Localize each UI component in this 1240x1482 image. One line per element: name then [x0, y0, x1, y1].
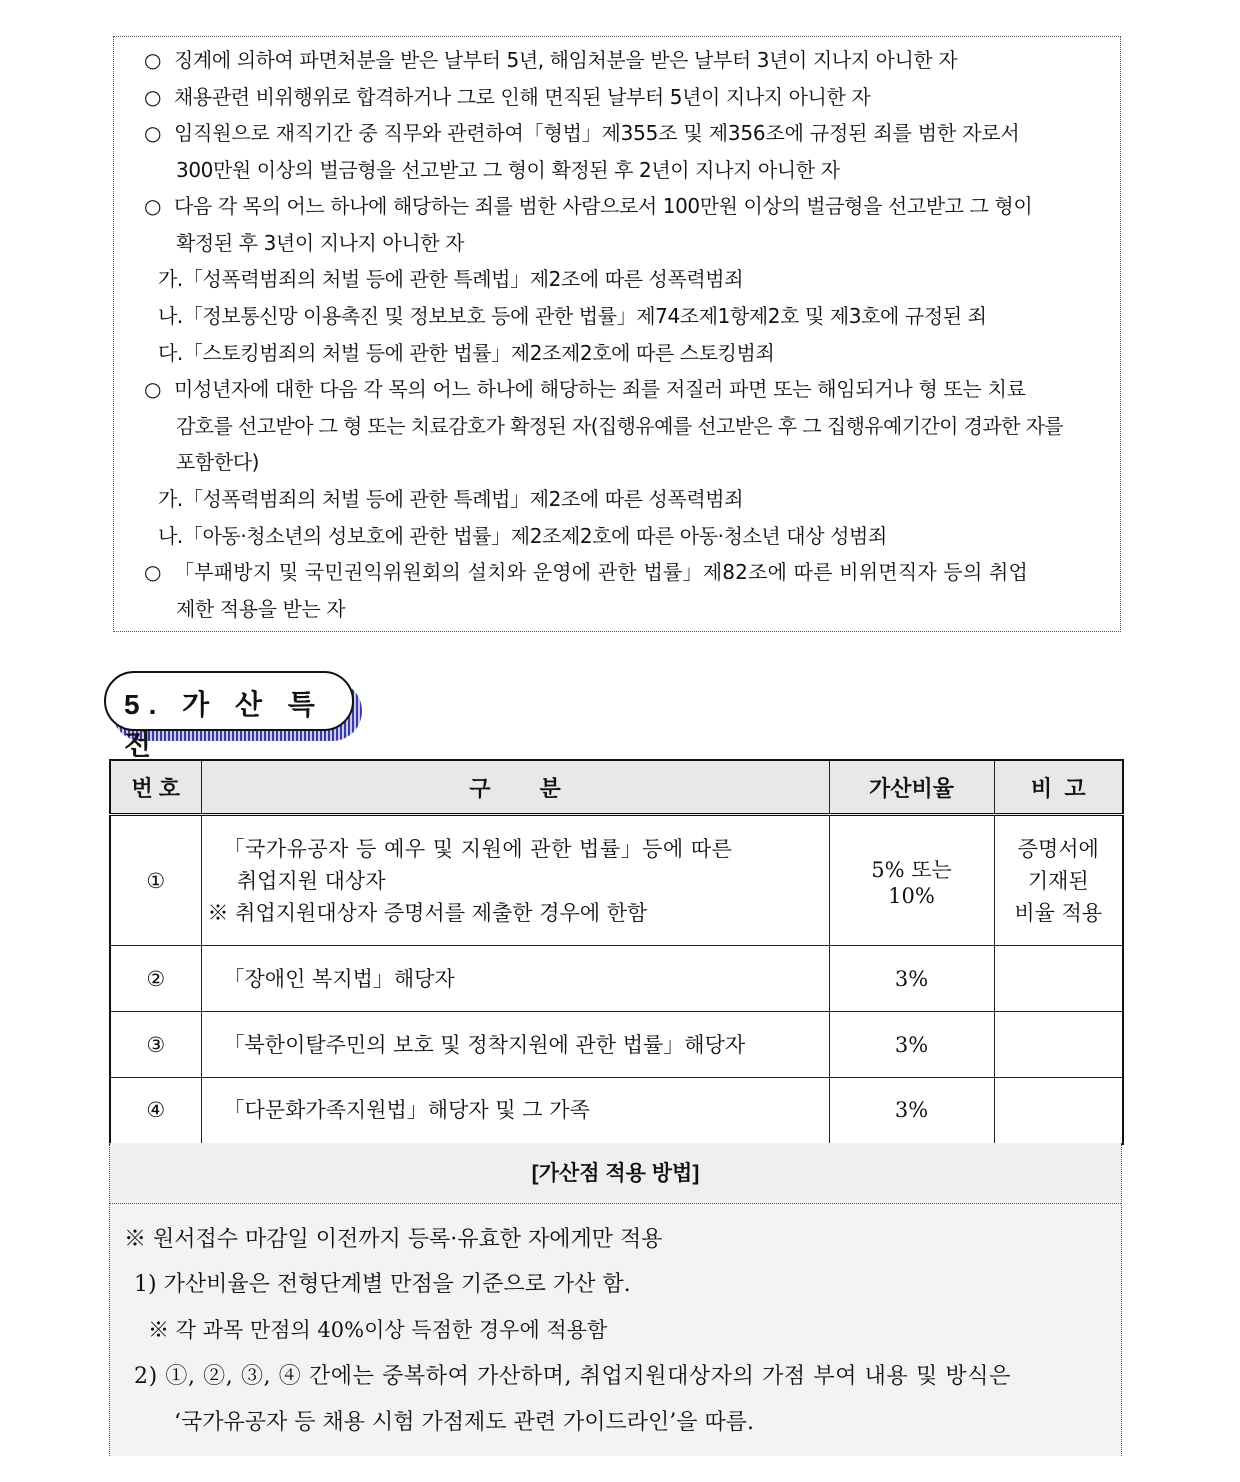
- row-category: 「장애인 복지법」해당자: [201, 946, 829, 1012]
- category-note-line: ※ 취업지원대상자 증명서를 제출한 경우에 한함: [207, 900, 648, 925]
- row-note: [994, 1012, 1123, 1078]
- bullet-circle: ○: [144, 121, 162, 145]
- sub-item: 나.「정보통신망 이용촉진 및 정보보호 등에 관한 법률」제74조제1항제2호 및 제3호에 규정된 죄: [158, 304, 987, 328]
- row-category: [201, 815, 829, 946]
- table-header-row: [110, 760, 1123, 815]
- header-ratio: 가산비율: [829, 760, 994, 815]
- note-line: 증명서에: [1017, 836, 1099, 861]
- method-line: 1) 가산비율은 전형단계별 만점을 기준으로 가산 함.: [134, 1272, 631, 1297]
- note-line: 기재된: [1027, 868, 1089, 893]
- bullet-circle: ○: [144, 194, 162, 218]
- method-line: ※ 각 과목 만점의 40%이상 득점한 경우에 적용함: [148, 1318, 608, 1342]
- list-item-continuation: 감호를 선고받아 그 형 또는 치료감호가 확정된 자(집행유예를 선고받은 후 그 집행유예기간이 경과한 자를: [176, 414, 1064, 438]
- list-item-continuation: 300만원 이상의 벌금형을 선고받고 그 형이 확정된 후 2년이 지나지 아니한 자: [176, 158, 840, 182]
- note-line: 비율 적용: [1014, 900, 1103, 925]
- list-item: 임직원으로 재직기간 중 직무와 관련하여「형법」제355조 및 제356조에 규정된 죄를 범한 자로서: [174, 121, 1020, 145]
- table-row: [110, 946, 1123, 1012]
- row-number: ①: [110, 815, 201, 946]
- bonus-table: [109, 759, 1124, 1145]
- bullet-circle: ○: [144, 377, 162, 401]
- method-line: 2) ①, ②, ③, ④ 간에는 중복하여 가산하며, 취업지원대상자의 가점 부여 내용 및 방식은: [134, 1364, 1011, 1389]
- row-category: 「다문화가족지원법」해당자 및 그 가족: [201, 1078, 829, 1144]
- list-item-continuation: 제한 적용을 받는 자: [176, 597, 346, 621]
- row-category: 「북한이탈주민의 보호 및 정착지원에 관한 법률」해당자: [201, 1012, 829, 1078]
- method-line: ※ 원서접수 마감일 이전까지 등록·유효한 자에게만 적용: [124, 1227, 663, 1252]
- section-heading: [104, 671, 360, 760]
- bullet-circle: ○: [144, 48, 162, 72]
- row-number: ②: [110, 946, 201, 1012]
- list-item-continuation: 포함한다): [176, 450, 260, 474]
- ratio-line: 10%: [888, 883, 935, 908]
- row-number: ③: [110, 1012, 201, 1078]
- row-ratio: 3%: [829, 1078, 994, 1144]
- table-row: [110, 1078, 1123, 1144]
- row-note: [994, 815, 1123, 946]
- sub-item: 가.「성폭력범죄의 처벌 등에 관한 특례법」제2조에 따른 성폭력범죄: [158, 267, 744, 291]
- method-body: [110, 1204, 1121, 1456]
- disqualification-box: [113, 36, 1121, 632]
- header-num: 번 호: [110, 760, 201, 815]
- row-ratio: 3%: [829, 946, 994, 1012]
- header-note: 비 고: [994, 760, 1123, 815]
- list-item: 채용관련 비위행위로 합격하거나 그로 인해 면직된 날부터 5년이 지나지 아니한 자: [174, 85, 871, 109]
- sub-item: 나.「아동·청소년의 성보호에 관한 법률」제2조제2호에 따른 아동·청소년 대상 성범죄: [158, 524, 887, 548]
- table-row: [110, 815, 1123, 946]
- ratio-line: 5% 또는: [871, 857, 952, 882]
- bullet-circle: ○: [144, 560, 162, 584]
- header-category: 구 분: [201, 760, 829, 815]
- table-row: [110, 1012, 1123, 1078]
- category-line: 「국가유공자 등 예우 및 지원에 관한 법률」등에 따른: [223, 836, 733, 861]
- category-line: 취업지원 대상자: [223, 868, 386, 893]
- row-ratio: [829, 815, 994, 946]
- sub-item: 다.「스토킹범죄의 처벌 등에 관한 법률」제2조제2호에 따른 스토킹범죄: [158, 341, 775, 365]
- list-item: 「부패방지 및 국민권익위원회의 설치와 운영에 관한 법률」제82조에 따른 비위면직자 등의 취업: [174, 560, 1029, 584]
- list-item: 미성년자에 대한 다음 각 목의 어느 하나에 해당하는 죄를 저질러 파면 또는 해임되거나 형 또는 치료: [174, 377, 1026, 401]
- method-title: [가산점 적용 방법]: [110, 1143, 1121, 1204]
- sub-item: 가.「성폭력범죄의 처벌 등에 관한 특례법」제2조에 따른 성폭력범죄: [158, 487, 744, 511]
- method-line: ‘국가유공자 등 채용 시험 가점제도 관련 가이드라인’을 따름.: [174, 1410, 754, 1435]
- row-note: [994, 946, 1123, 1012]
- row-note: [994, 1078, 1123, 1144]
- row-number: ④: [110, 1078, 201, 1144]
- row-ratio: 3%: [829, 1012, 994, 1078]
- bonus-method-box: [109, 1143, 1122, 1456]
- list-item-continuation: 확정된 후 3년이 지나지 아니한 자: [176, 231, 465, 255]
- section-title: 5. 가 산 특 전: [124, 689, 324, 760]
- bullet-circle: ○: [144, 85, 162, 109]
- list-item: 징계에 의하여 파면처분을 받은 날부터 5년, 해임처분을 받은 날부터 3년이 지나지 아니한 자: [174, 48, 958, 72]
- list-item: 다음 각 목의 어느 하나에 해당하는 죄를 범한 사람으로서 100만원 이상의 벌금형을 선고받고 그 형이: [174, 194, 1033, 218]
